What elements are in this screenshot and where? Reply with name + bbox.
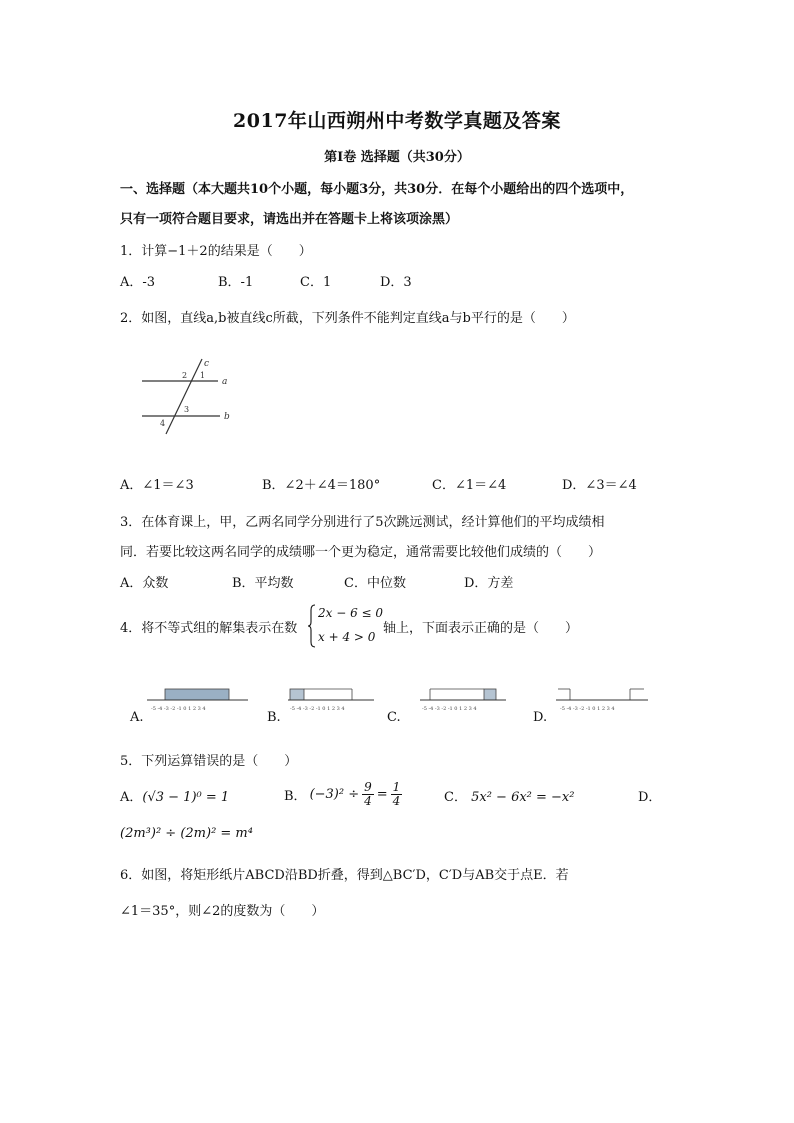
q6-stem-line1: 6．如图，将矩形纸片ABCD沿BD折叠，得到△BC′D，C′D与AB交于点E．若 [120, 868, 569, 883]
q5-option-b-label: B． [284, 788, 307, 804]
q4-ticks-b: -5 -4 -3 -2 -1 0 1 2 3 4 [290, 706, 345, 712]
q3-option-b: B．平均数 [232, 576, 294, 591]
q2-option-a: A．∠1＝∠3 [120, 478, 194, 493]
section-instruction-line1: 一、选择题（本大题共10个小题，每小题3分，共30分．在每个小题给出的四个选项中， [120, 182, 634, 197]
label-b: b [224, 412, 230, 422]
q4-inequality-2: x + 4 > 0 [318, 630, 376, 644]
q5-option-a-expr: (√3 − 1)⁰ = 1 [142, 790, 230, 805]
q5-option-c [444, 786, 574, 805]
q4-numberline-c [418, 684, 508, 714]
q5-option-d-expr: (2m³)² ÷ (2m)² = m⁴ [120, 826, 253, 841]
label-angle-4: 4 [160, 419, 166, 428]
q4-brace [308, 604, 316, 648]
q5-stem: 5．下列运算错误的是（ ） [120, 754, 298, 769]
q4-option-c: C. [387, 710, 401, 725]
q1-stem: 1．计算−1＋2的结果是（ ） [120, 244, 312, 259]
q4-numberline-d [554, 684, 650, 714]
q4-ticks-d: -5 -4 -3 -2 -1 0 1 2 3 4 [560, 706, 615, 712]
q4-numberline-a [145, 684, 250, 714]
q4-option-b: B. [267, 710, 281, 725]
q5-option-a-label: A． [120, 790, 143, 805]
q3-stem-line2: 同．若要比较这两名同学的成绩哪一个更为稳定，通常需要比较他们成绩的（ ） [120, 545, 602, 560]
q4-option-a: A. [130, 710, 144, 725]
label-a: a [222, 377, 228, 387]
q4-numberline-b [286, 684, 376, 714]
q4-option-d: D. [533, 710, 548, 725]
section-subtitle: 第Ⅰ卷 选择题（共30分） [324, 150, 470, 165]
q2-option-c: C．∠1＝∠4 [432, 478, 507, 493]
q2-stem: 2．如图，直线a,b被直线c所截，下列条件不能判定直线a与b平行的是（ ） [120, 311, 575, 326]
label-angle-2: 2 [182, 371, 188, 380]
q5-option-b-fraction-2: $\frac{1}{4}$ [392, 779, 401, 808]
q3-stem-line1: 3．在体育课上，甲，乙两名同学分别进行了5次跳远测试，经计算他们的平均成绩相 [120, 515, 605, 530]
page-title: 2017年山西朔州中考数学真题及答案 [233, 110, 561, 132]
q5-option-d-label: D． [638, 790, 662, 805]
q5-option-b-fraction-1: $\frac{9}{4}$ [364, 779, 372, 808]
q1-option-b: B．-1 [218, 275, 254, 290]
q5-option-b [284, 772, 402, 816]
q2-option-b: B．∠2＋∠4＝180° [262, 478, 381, 493]
q3-option-a: A．众数 [120, 576, 169, 591]
q6-stem-line2: ∠1＝35°，则∠2的度数为（ ） [120, 904, 325, 919]
q4-inequality-1: 2x − 6 ≤ 0 [318, 606, 384, 620]
q1-option-c: C．1 [300, 275, 332, 290]
label-angle-3: 3 [184, 405, 190, 414]
q5-option-b-left: (−3)² ÷ [309, 786, 360, 802]
q4-stem-before: 4．将不等式组的解集表示在数 [120, 621, 298, 636]
q5-option-c-expr: 5x² − 6x² = −x² [471, 790, 575, 805]
q5-option-c-label: C． [444, 790, 467, 805]
q4-stem-after: 轴上，下面表示正确的是（ ） [383, 621, 579, 636]
label-c: c [204, 359, 210, 369]
q4-ticks-a: -5 -4 -3 -2 -1 0 1 2 3 4 [151, 706, 206, 712]
label-angle-1: 1 [200, 371, 206, 380]
q1-option-a: A．-3 [120, 275, 156, 290]
q1-option-d: D．3 [380, 275, 412, 290]
q3-option-d: D．方差 [464, 576, 514, 591]
q2-parallel-lines-figure [140, 356, 260, 442]
q5-option-a [120, 786, 229, 805]
section-instruction-line2: 只有一项符合题目要求，请选出并在答题卡上将该项涂黑） [120, 212, 459, 227]
q5-option-b-equals: = [376, 786, 388, 802]
q3-option-c: C．中位数 [344, 576, 406, 591]
q2-option-d: D．∠3＝∠4 [562, 478, 637, 493]
q4-ticks-c: -5 -4 -3 -2 -1 0 1 2 3 4 [422, 706, 477, 712]
